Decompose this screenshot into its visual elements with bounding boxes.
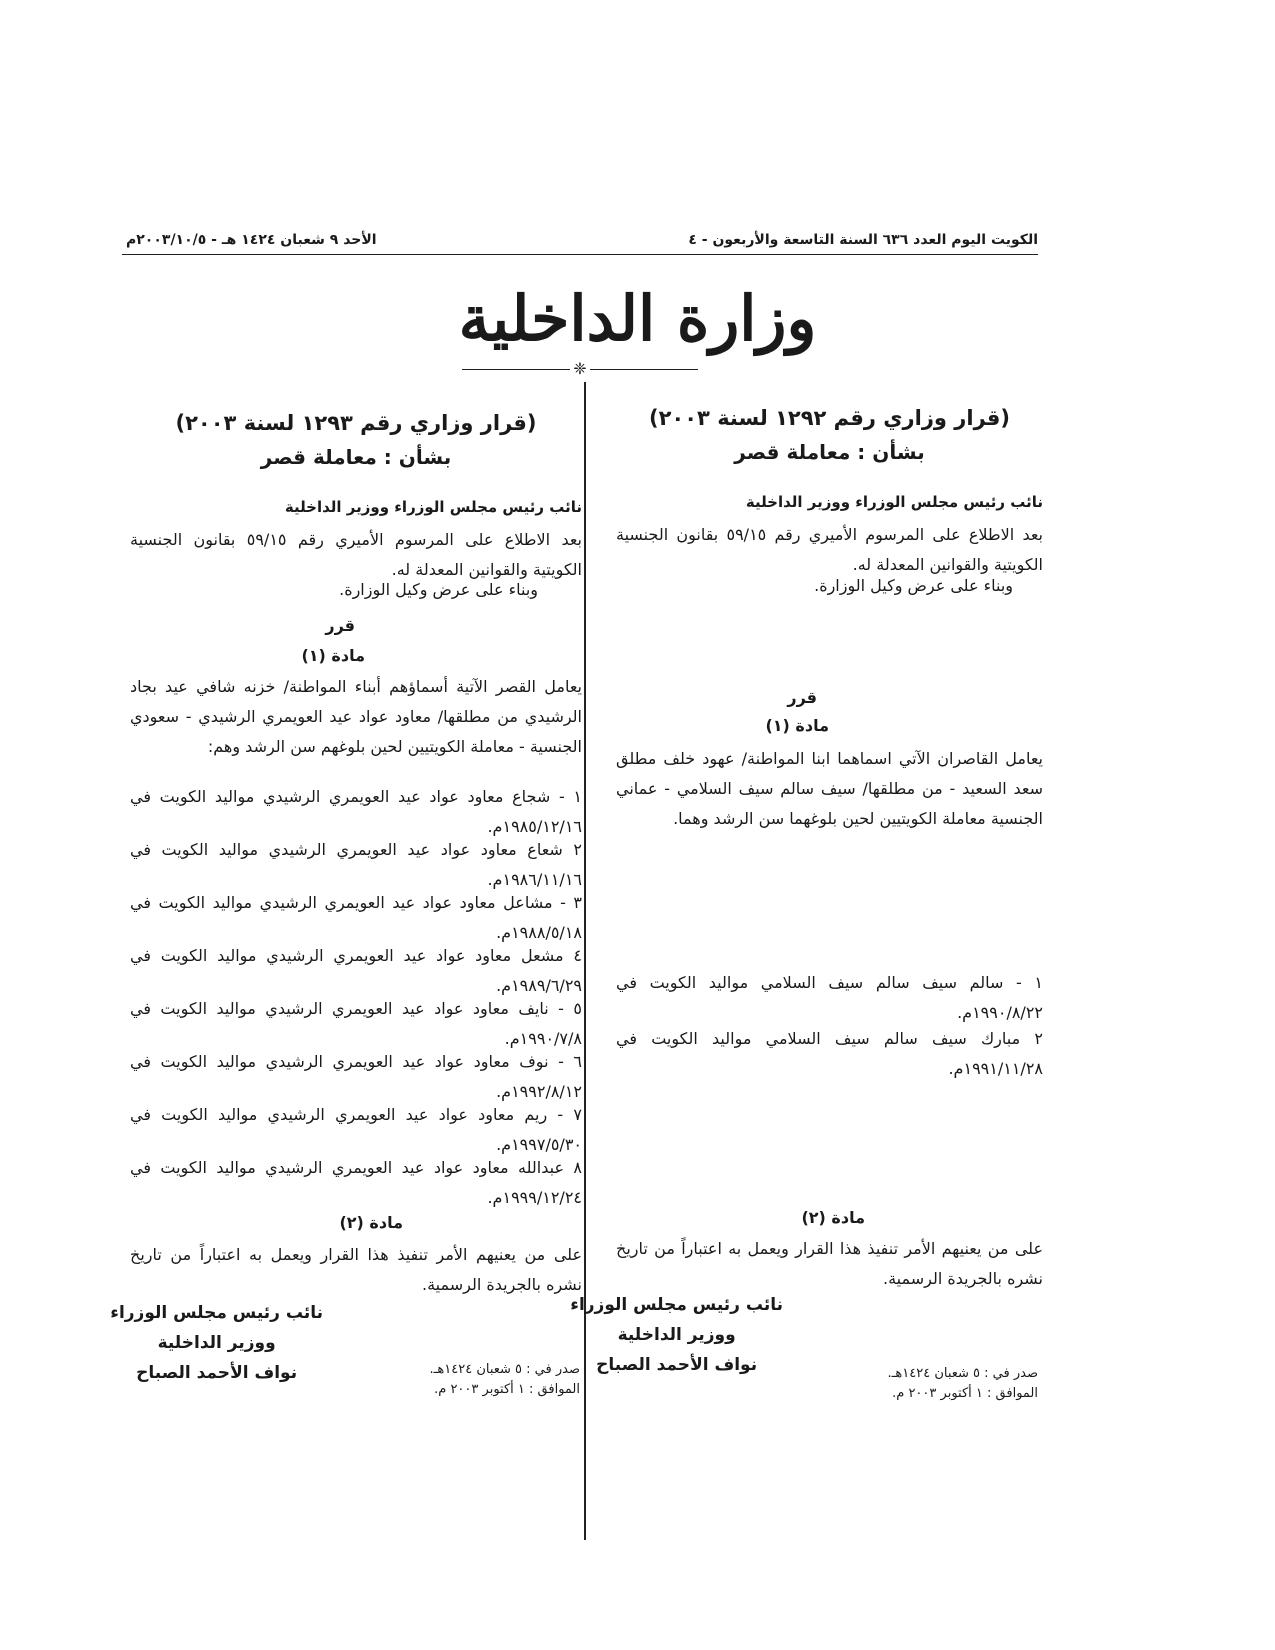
signature-line: نائب رئيس مجلس الوزراء (570, 1295, 783, 1315)
gazette-date: الأحد ٩ شعبان ١٤٢٤ هـ - ٢٠٠٣/١٠/٥م (126, 232, 377, 248)
list-item: ٣ - مشاعل معاود عواد عيد العويمري الرشيدي مواليد الكويت في ١٩٨٨/٥/١٨م. (130, 893, 582, 942)
signature-line: ووزير الداخلية (617, 1325, 736, 1345)
decision-title: (قرار وزاري رقم ١٢٩٣ لسنة ٢٠٠٣) (175, 411, 537, 435)
list-item: ٧ - ريم معاود عواد عيد العويمري الرشيدي مواليد الكويت في ١٩٩٧/٥/٣٠م. (130, 1105, 582, 1154)
header-rule (122, 254, 1038, 255)
ministry-title: وزارة الداخلية (458, 282, 817, 355)
list-item: ٢ شعاع معاود عواد عيد العويمري الرشيدي مواليد الكويت في ١٩٨٦/١١/١٦م. (130, 840, 582, 889)
preamble-paragraph: وبناء على عرض وكيل الوزارة. (814, 576, 1013, 595)
signature-name: نواف الأحمد الصباح (136, 1363, 298, 1383)
issue-date: صدر في : ٥ شعبان ١٤٢٤هـ. الموافق : ١ أكتوبر ٢٠٠٣ م. (429, 1362, 580, 1397)
signature-block (570, 1290, 783, 1380)
decided-heading: قرر (325, 616, 355, 635)
decision-subject: بشأن : معاملة قصر (734, 440, 925, 464)
article-heading: مادة (٢) (801, 1208, 865, 1227)
list-item: ١ - شجاع معاود عواد عيد العويمري الرشيدي مواليد الكويت في ١٩٨٥/١٢/١٦م. (130, 787, 582, 836)
decision-subject: بشأن : معاملة قصر (260, 445, 452, 469)
signature-block (110, 1298, 323, 1388)
preamble-paragraph: بعد الاطلاع على المرسوم الأميري رقم ٥٩/١٥ بقانون الجنسية الكويتية والقوانين المعدلة له. (130, 530, 583, 579)
decision-issuer: نائب رئيس مجلس الوزراء ووزير الداخلية (284, 498, 582, 516)
list-item: ٢ مبارك سيف سالم سيف السلامي مواليد الكويت في ١٩٩١/١١/٢٨م. (616, 1029, 1043, 1078)
article-text: على من يعنيهم الأمر تنفيذ هذا القرار ويعمل به اعتباراً من تاريخ نشره بالجريدة الرسمية. (130, 1245, 582, 1294)
decision-issuer: نائب رئيس مجلس الوزراء ووزير الداخلية (745, 493, 1043, 511)
list-item: ٥ - نايف معاود عواد عيد العويمري الرشيدي مواليد الكويت في ١٩٩٠/٧/٨م. (130, 999, 582, 1048)
decided-heading: قرر (787, 688, 817, 707)
gazette-issue-info: الكويت اليوم العدد ٦٣٦ السنة التاسعة والأربعون - ٤ (688, 232, 1038, 248)
signature-line: نائب رئيس مجلس الوزراء (110, 1303, 323, 1323)
signature-line: ووزير الداخلية (157, 1333, 276, 1353)
article-text: يعامل القاصران الآتي اسماهما ابنا المواطنة/ عهود خلف مطلق سعد السعيد - من مطلقها/ سيف سالم سيف السلامي - عماني الجنسية معاملة الكويتيين لحين بلوغهما سن الرشد وهما. (616, 749, 1043, 828)
list-item: ٤ مشعل معاود عواد عيد العويمري الرشيدي مواليد الكويت في ١٩٨٩/٦/٢٩م. (130, 946, 582, 995)
list-item: ١ - سالم سيف سالم سيف السلامي مواليد الكويت في ١٩٩٠/٨/٢٢م. (616, 973, 1043, 1022)
article-text: على من يعنيهم الأمر تنفيذ هذا القرار ويعمل به اعتباراً من تاريخ نشره بالجريدة الرسمية. (616, 1239, 1043, 1288)
decision-title: (قرار وزاري رقم ١٢٩٢ لسنة ٢٠٠٣) (649, 406, 1010, 430)
list-item: ٨ عبدالله معاود عواد عيد العويمري الرشيدي مواليد الكويت في ١٩٩٩/١٢/٢٤م. (130, 1158, 582, 1207)
article-heading: مادة (١) (301, 646, 365, 665)
article-heading: مادة (٢) (339, 1213, 403, 1232)
issue-date: صدر في : ٥ شعبان ١٤٢٤هـ. الموافق : ١ أكتوبر ٢٠٠٣ م. (887, 1366, 1038, 1401)
list-item: ٦ - نوف معاود عواد عيد العويمري الرشيدي مواليد الكويت في ١٩٩٢/٨/١٢م. (130, 1052, 582, 1101)
article-heading: مادة (١) (765, 716, 829, 735)
ornament-icon: ❈ (573, 359, 587, 378)
ornament-rule-right (590, 369, 698, 370)
signature-name: نواف الأحمد الصباح (596, 1355, 758, 1375)
ornament-rule-left (462, 369, 570, 370)
preamble-paragraph: بعد الاطلاع على المرسوم الأميري رقم ٥٩/١٥ بقانون الجنسية الكويتية والقوانين المعدلة له. (616, 525, 1044, 574)
article-text: يعامل القصر الآتية أسماؤهم أبناء المواطنة/ خزنه شافي عيد بجاد الرشيدي من مطلقها/ معاود عواد عيد العويمري الرشيدي - سعودي الجنسية - معاملة الكويتيين لحين بلوغهم سن الرشد وهم: (130, 677, 582, 756)
preamble-paragraph: وبناء على عرض وكيل الوزارة. (339, 580, 538, 599)
